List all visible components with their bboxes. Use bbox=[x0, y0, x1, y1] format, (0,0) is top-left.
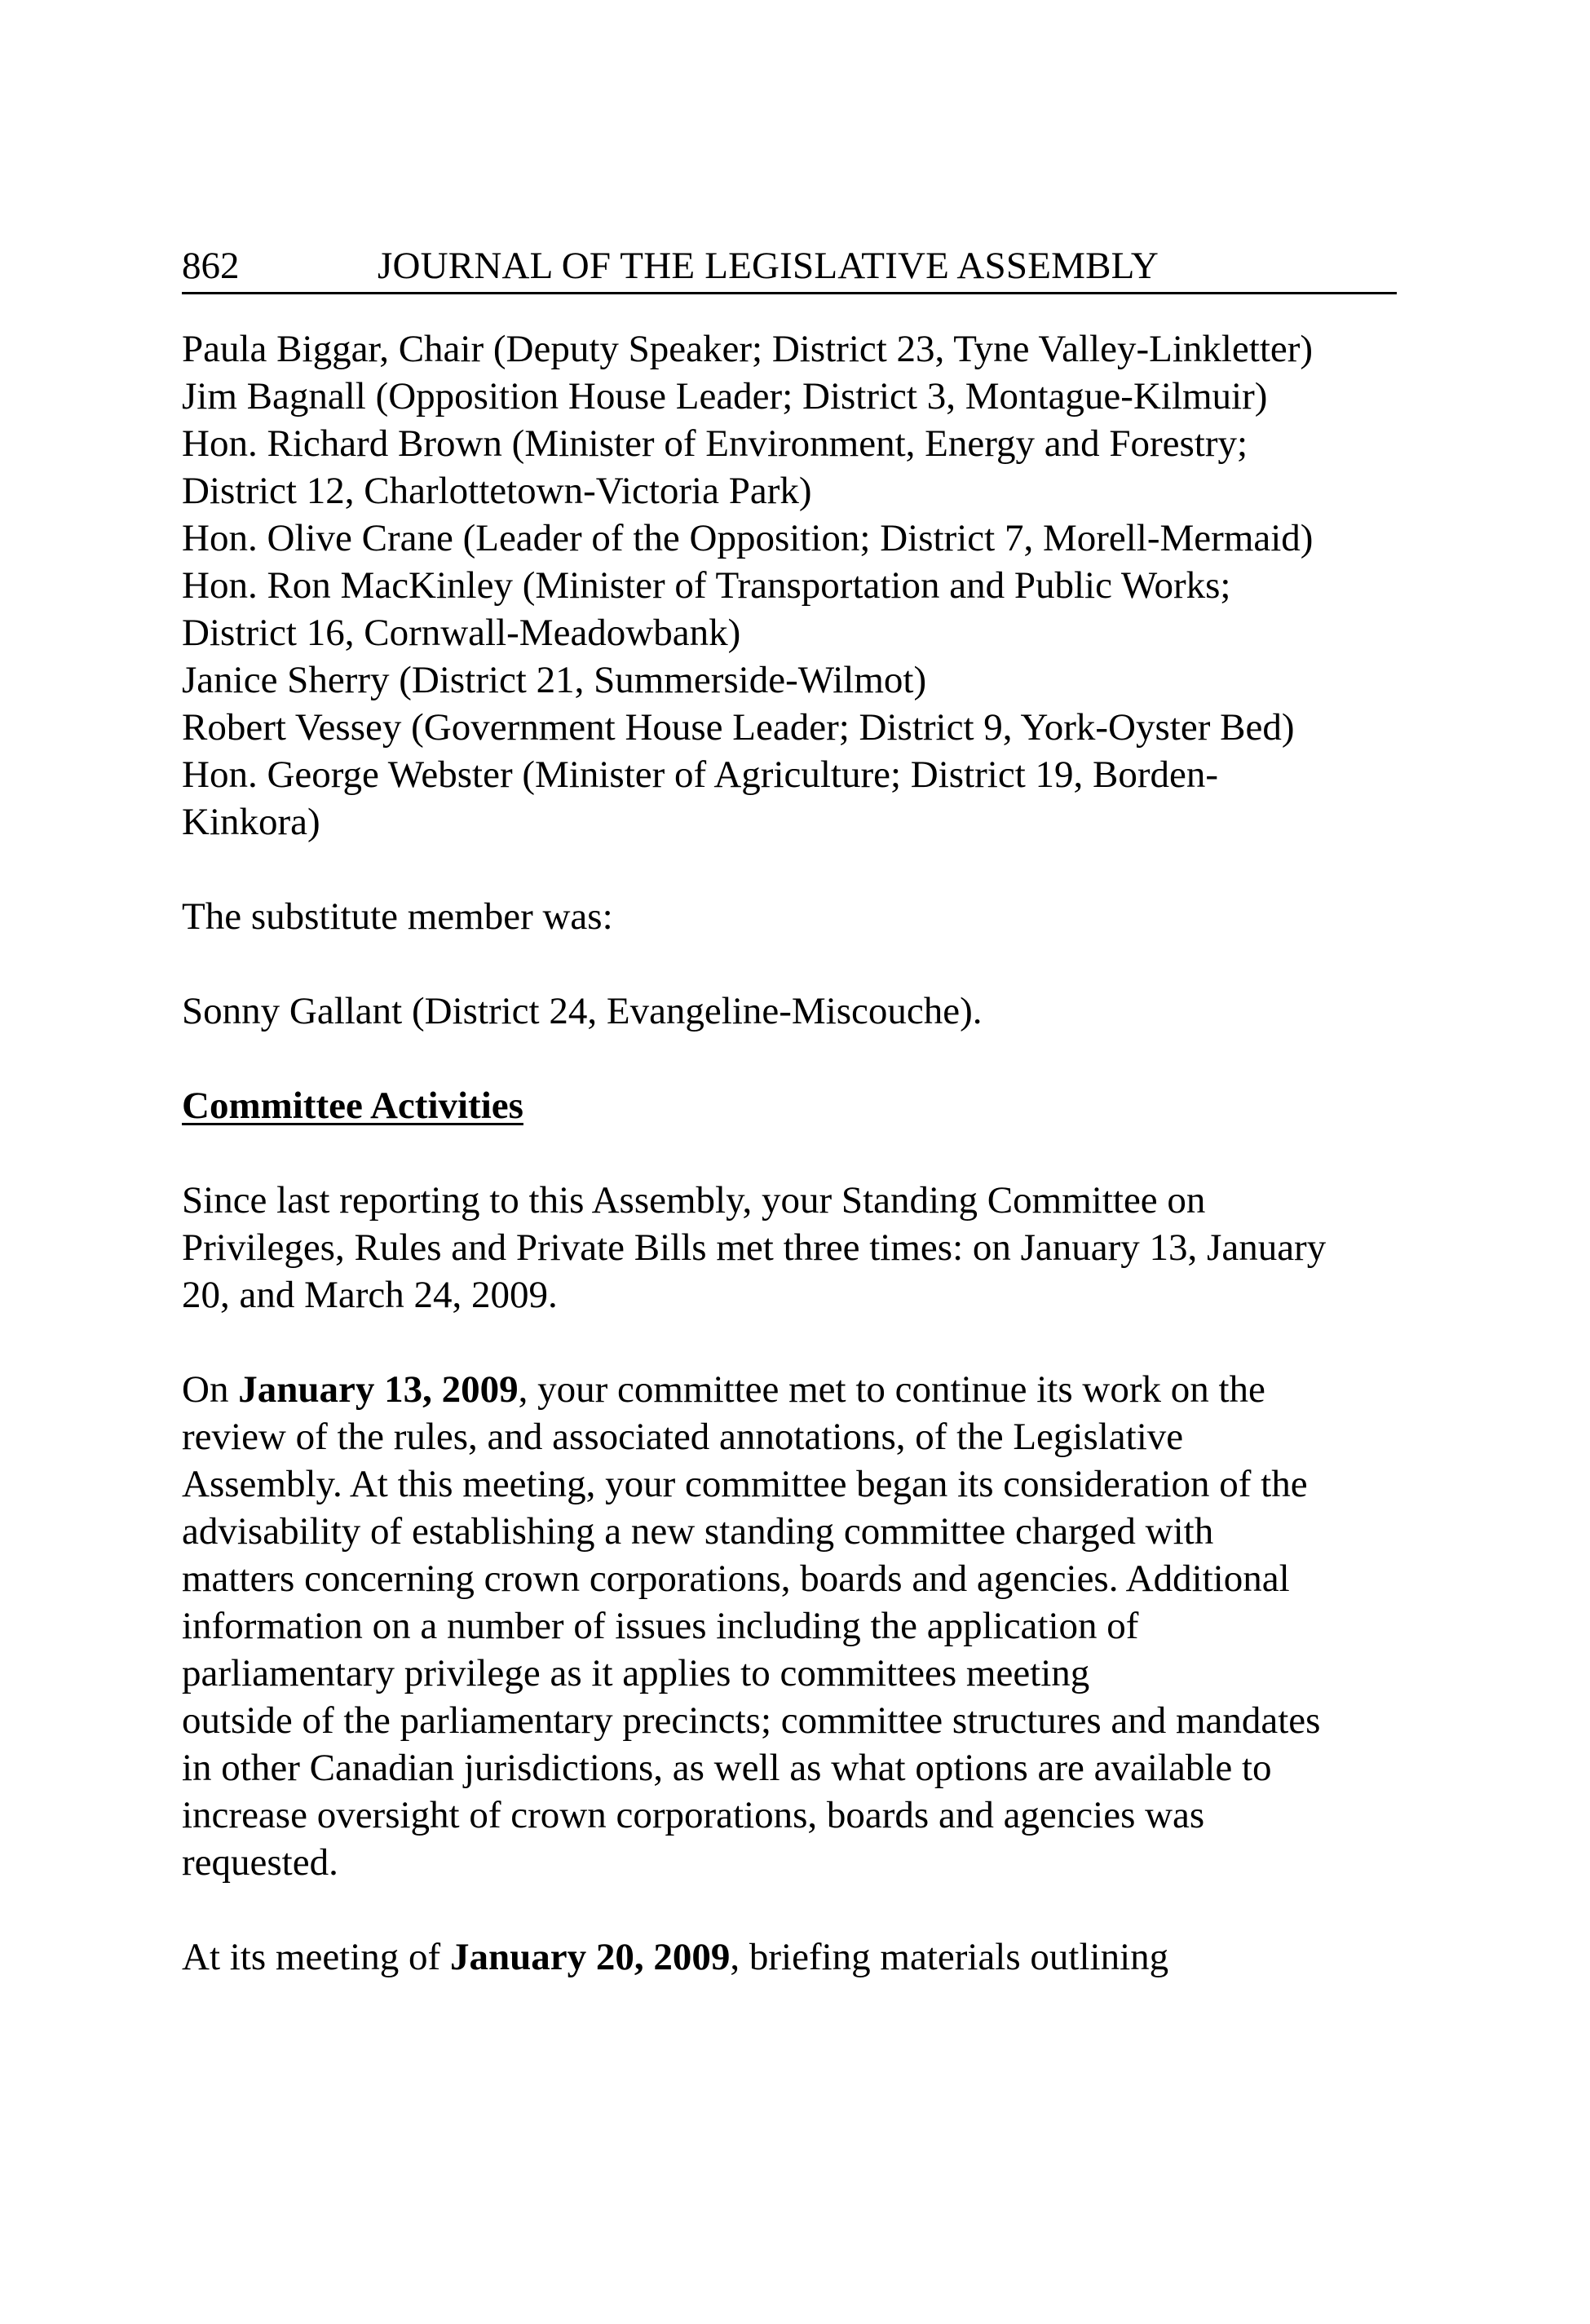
member-line: Hon. Olive Crane (Leader of the Opposition; District 7, Morell-Mermaid) bbox=[182, 517, 1314, 559]
meeting-date: January 13, 2009 bbox=[238, 1368, 519, 1411]
text-fragment: At its meeting of bbox=[182, 1936, 450, 1978]
text-line: matters concerning crown corporations, boards and agencies. Additional bbox=[182, 1557, 1290, 1600]
text-line: outside of the parliamentary precincts; committee structures and mandates bbox=[182, 1699, 1321, 1742]
text-fragment: , briefing materials outlining bbox=[730, 1936, 1169, 1978]
text-line: Since last reporting to this Assembly, your Standing Committee on bbox=[182, 1179, 1206, 1222]
text-line: advisability of establishing a new standing committee charged with bbox=[182, 1510, 1214, 1553]
member-line: Kinkora) bbox=[182, 801, 320, 843]
substitute-member: Sonny Gallant (District 24, Evangeline-Miscouche). bbox=[182, 990, 983, 1032]
page-header bbox=[182, 241, 1397, 294]
member-line: Jim Bagnall (Opposition House Leader; District 3, Montague-Kilmuir) bbox=[182, 375, 1268, 418]
committee-member-list bbox=[182, 325, 1397, 846]
text-line: in other Canadian jurisdictions, as well as what options are available to bbox=[182, 1747, 1272, 1789]
text-line bbox=[182, 1933, 1397, 1981]
text-line: Privileges, Rules and Private Bills met three times: on January 13, January bbox=[182, 1226, 1327, 1269]
meeting-date: January 20, 2009 bbox=[449, 1936, 731, 1978]
member-line: Robert Vessey (Government House Leader; District 9, York-Oyster Bed) bbox=[182, 706, 1295, 749]
member-line: District 16, Cornwall-Meadowbank) bbox=[182, 612, 741, 654]
paragraph-january-13 bbox=[182, 1366, 1397, 1886]
paragraph-reporting bbox=[182, 1177, 1397, 1319]
section-heading: Committee Activities bbox=[182, 1085, 523, 1127]
member-line: Hon. Richard Brown (Minister of Environment, Energy and Forestry; bbox=[182, 422, 1248, 465]
member-line: Janice Sherry (District 21, Summerside-Wilmot) bbox=[182, 659, 927, 701]
text-line: 20, and March 24, 2009. bbox=[182, 1274, 558, 1316]
text-line: requested. bbox=[182, 1841, 338, 1884]
member-line: Paula Biggar, Chair (Deputy Speaker; District 23, Tyne Valley-Linkletter) bbox=[182, 328, 1314, 370]
substitute-intro: The substitute member was: bbox=[182, 895, 613, 938]
text-fragment: , your committee met to continue its work on the bbox=[518, 1368, 1265, 1411]
page-number: 862 bbox=[182, 245, 240, 287]
text-line: information on a number of issues including the application of bbox=[182, 1605, 1139, 1647]
member-line: Hon. George Webster (Minister of Agriculture; District 19, Borden- bbox=[182, 753, 1219, 796]
text-fragment: On bbox=[182, 1368, 239, 1411]
text-line bbox=[182, 1366, 1397, 1413]
member-line: District 12, Charlottetown-Victoria Park) bbox=[182, 470, 812, 512]
running-head: JOURNAL OF THE LEGISLATIVE ASSEMBLY bbox=[378, 245, 1159, 287]
text-line: parliamentary privilege as it applies to committees meeting bbox=[182, 1652, 1090, 1694]
member-line: Hon. Ron MacKinley (Minister of Transportation and Public Works; bbox=[182, 564, 1231, 607]
paragraph-january-20 bbox=[182, 1933, 1397, 1981]
text-line: increase oversight of crown corporations, boards and agencies was bbox=[182, 1794, 1205, 1836]
text-line: review of the rules, and associated annotations, of the Legislative bbox=[182, 1416, 1184, 1458]
document-page bbox=[182, 241, 1397, 1981]
text-line: Assembly. At this meeting, your committee began its consideration of the bbox=[182, 1463, 1308, 1505]
